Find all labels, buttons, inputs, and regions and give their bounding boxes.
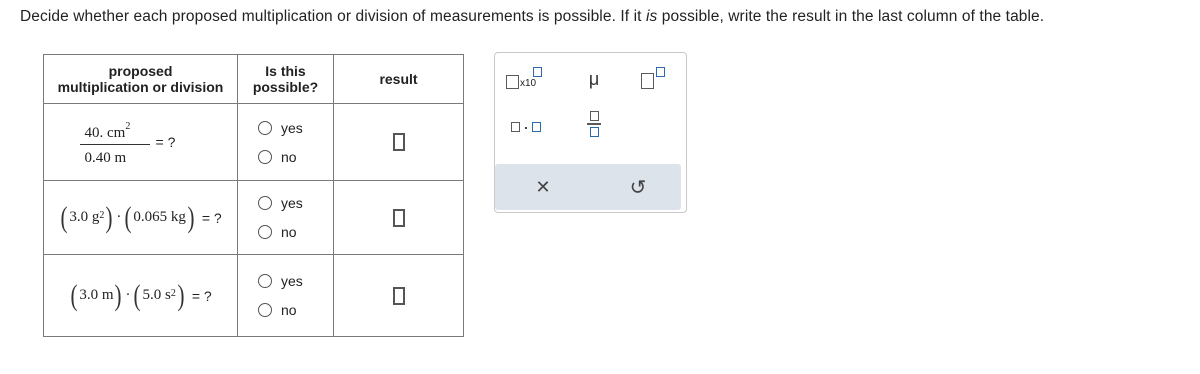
header-result (334, 55, 464, 104)
instructions-text-1: Decide whether each proposed multiplication or division of measurements is possible. If it (20, 8, 646, 25)
header-proposed (44, 55, 238, 104)
instructions-emphasis: is (645, 8, 658, 25)
radio-yes-label: yes (281, 195, 303, 211)
expression-cell (44, 104, 238, 181)
header-possible-label: Is this possible? (252, 63, 319, 95)
fraction-expression (66, 112, 216, 172)
multiply-dot: · (125, 287, 131, 303)
mu-button[interactable] (579, 67, 609, 91)
multiply-dot-button[interactable] (505, 115, 547, 139)
result-input-box[interactable] (393, 209, 405, 227)
undo-icon: ↺ (629, 176, 647, 199)
radio-no-label: no (281, 302, 297, 318)
superscript-button[interactable] (635, 67, 669, 91)
toolbar-footer (495, 164, 681, 210)
radio-no-option[interactable] (258, 142, 333, 171)
math-toolbar (494, 52, 687, 213)
header-row (44, 55, 464, 104)
result-input-box[interactable] (393, 287, 405, 305)
multiply-dot-icon: · (511, 122, 541, 132)
equals-question: = ? (201, 209, 222, 226)
radio-no[interactable] (258, 225, 272, 239)
radio-no[interactable] (258, 150, 272, 164)
radio-no-label: no (281, 148, 297, 165)
radio-yes-label: yes (281, 119, 303, 136)
fraction-icon (587, 111, 601, 137)
table-row (44, 255, 464, 337)
table-row (44, 104, 464, 181)
possible-cell (238, 255, 334, 337)
result-cell (334, 104, 464, 181)
multiply-dot: · (116, 209, 122, 225)
clear-button[interactable] (531, 175, 555, 199)
result-input-box[interactable] (393, 133, 405, 151)
mu-icon: μ (588, 68, 600, 89)
radio-yes[interactable] (258, 274, 272, 288)
radio-yes-option[interactable] (258, 189, 333, 218)
header-result-label: result (379, 71, 418, 87)
result-cell (334, 255, 464, 337)
possible-cell (238, 104, 334, 181)
expression-cell (44, 181, 238, 255)
product-expression: ( 3.0 m ) · ( 5.0 s $^2$ ) = ? (70, 278, 212, 312)
header-proposed-label: proposed multiplication or division (57, 63, 224, 95)
radio-no-label: no (281, 224, 297, 240)
possible-cell (238, 181, 334, 255)
radio-group (238, 113, 333, 171)
question-table (43, 54, 464, 337)
radio-yes-option[interactable] (258, 113, 333, 142)
undo-button[interactable] (626, 175, 650, 199)
radio-yes-option[interactable] (258, 267, 333, 296)
header-possible (238, 55, 334, 104)
fraction-bar (80, 144, 150, 145)
radio-group (238, 189, 333, 247)
radio-yes-label: yes (281, 273, 303, 289)
radio-no-option[interactable] (258, 296, 333, 325)
radio-no[interactable] (258, 303, 272, 317)
scientific-notation-icon: x10 (506, 67, 546, 91)
numerator: 40. $cm^2$ (84, 121, 131, 141)
superscript-icon (637, 67, 667, 91)
denominator: 0.40 m (84, 150, 127, 166)
radio-group (238, 267, 333, 325)
radio-yes[interactable] (258, 196, 272, 210)
scientific-notation-button[interactable] (505, 67, 547, 91)
radio-no-option[interactable] (258, 218, 333, 247)
product-expression: ( 3.0 g $^2$ ) · ( 0.065 kg ) = ? (60, 200, 222, 234)
equals-question: = ? (155, 134, 176, 150)
expression-cell (44, 255, 238, 337)
instructions-text-2: possible, write the result in the last column of the table. (657, 8, 1045, 25)
radio-yes[interactable] (258, 121, 272, 135)
instructions (20, 8, 1044, 26)
result-cell (334, 181, 464, 255)
table-row (44, 181, 464, 255)
equals-question: = ? (191, 287, 212, 304)
fraction-button[interactable] (579, 107, 609, 141)
close-icon: ✕ (535, 176, 551, 197)
